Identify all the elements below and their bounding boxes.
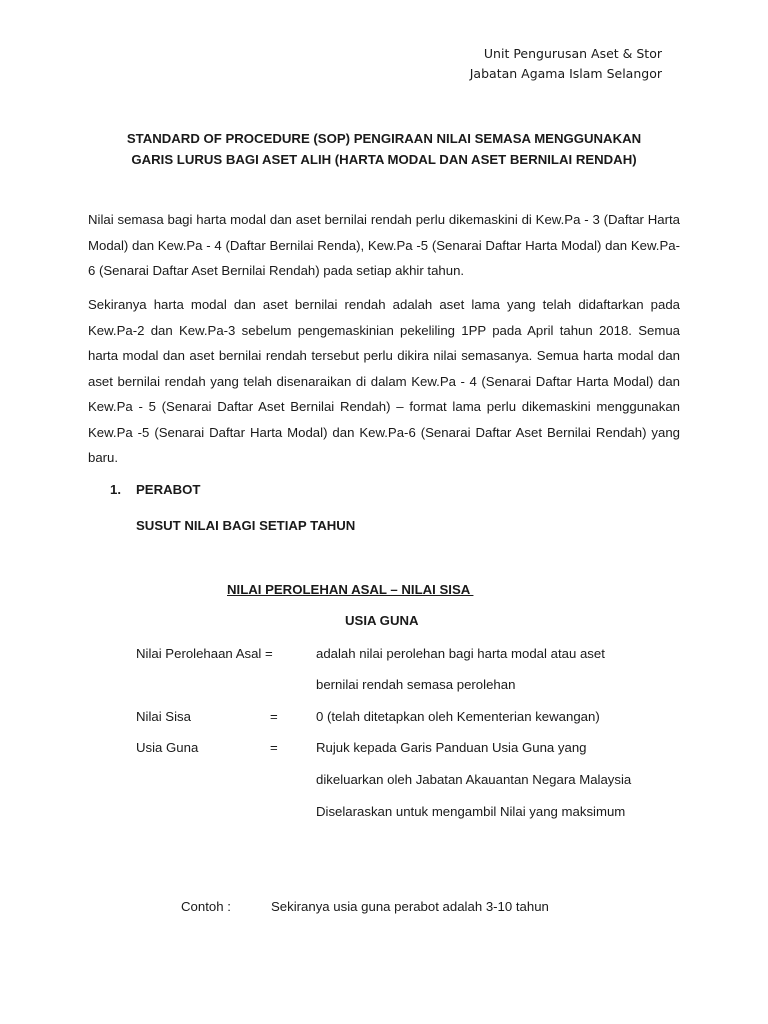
- definition-text-usia-guna-2: dikeluarkan oleh Jabatan Akauantan Negara Malaysia: [316, 772, 632, 787]
- title-line-1: STANDARD OF PROCEDURE (SOP) PENGIRAAN NILAI SEMASA MENGGUNAKAN: [126, 131, 642, 146]
- example-label: Contoh :: [181, 899, 231, 914]
- header-unit: Unit Pengurusan Aset & Stor: [483, 46, 662, 61]
- definition-label-usia-guna: Usia Guna: [136, 740, 199, 755]
- definition-equals-usia-guna: =: [270, 740, 278, 755]
- paragraph-detail: Sekiranya harta modal dan aset bernilai rendah adalah aset lama yang telah didaftarkan pada Kew.Pa-2 dan Kew.Pa-3 sebelum pengemaskinian pekeliling 1PP pada April tahun 2018. Semua harta modal dan aset bernilai rendah tersebut perlu dikira nilai semasanya. Semua harta modal dan aset bernilai rendah yang telah disenaraikan di dalam Kew.Pa - 4 (Senarai Daftar Harta Modal) dan Kew.Pa - 5 (Senarai Daftar Aset Bernilai Rendah) – format lama perlu dikemaskini menggunakan Kew.Pa -5 (Senarai Daftar Harta Modal) dan Kew.Pa-6 (Senarai Daftar Aset Bernilai Rendah) yang baru.: [88, 297, 680, 465]
- section-number: 1.: [110, 482, 121, 497]
- title-line-2: GARIS LURUS BAGI ASET ALIH (HARTA MODAL DAN ASET BERNILAI RENDAH): [131, 152, 637, 167]
- formula-denominator: USIA GUNA: [345, 613, 419, 628]
- definition-label-nilai-perolehan: Nilai Perolehaan Asal =: [136, 646, 273, 661]
- definition-label-nilai-sisa: Nilai Sisa: [136, 709, 191, 724]
- definition-text-usia-guna-1: Rujuk kepada Garis Panduan Usia Guna yang: [316, 740, 587, 755]
- section-subtitle: SUSUT NILAI BAGI SETIAP TAHUN: [136, 518, 356, 533]
- definition-text-usia-guna-3: Diselaraskan untuk mengambil Nilai yang maksimum: [316, 804, 626, 819]
- formula-numerator: NILAI PEROLEHAN ASAL – NILAI SISA: [227, 582, 474, 597]
- paragraph-intro: Nilai semasa bagi harta modal dan aset bernilai rendah perlu dikemaskini di Kew.Pa - 3 (Daftar Harta Modal) dan Kew.Pa - 4 (Daftar Bernilai Renda), Kew.Pa -5 (Senarai Daftar Harta Modal) dan Kew.Pa-6 (Senarai Daftar Aset Bernilai Rendah) pada setiap akhir tahun.: [88, 212, 680, 278]
- definition-equals-nilai-sisa: =: [270, 709, 278, 724]
- document-header: [470, 44, 662, 84]
- definition-text-nilai-sisa: 0 (telah ditetapkan oleh Kementerian kewangan): [316, 709, 600, 724]
- header-department: Jabatan Agama Islam Selangor: [469, 66, 662, 81]
- definition-text-nilai-perolehan-2: bernilai rendah semasa perolehan: [316, 677, 516, 692]
- definition-text-nilai-perolehan-1: adalah nilai perolehan bagi harta modal atau aset: [316, 646, 605, 661]
- document-title: [80, 128, 688, 170]
- section-title: PERABOT: [136, 482, 201, 497]
- example-text: Sekiranya usia guna perabot adalah 3-10 tahun: [271, 899, 549, 914]
